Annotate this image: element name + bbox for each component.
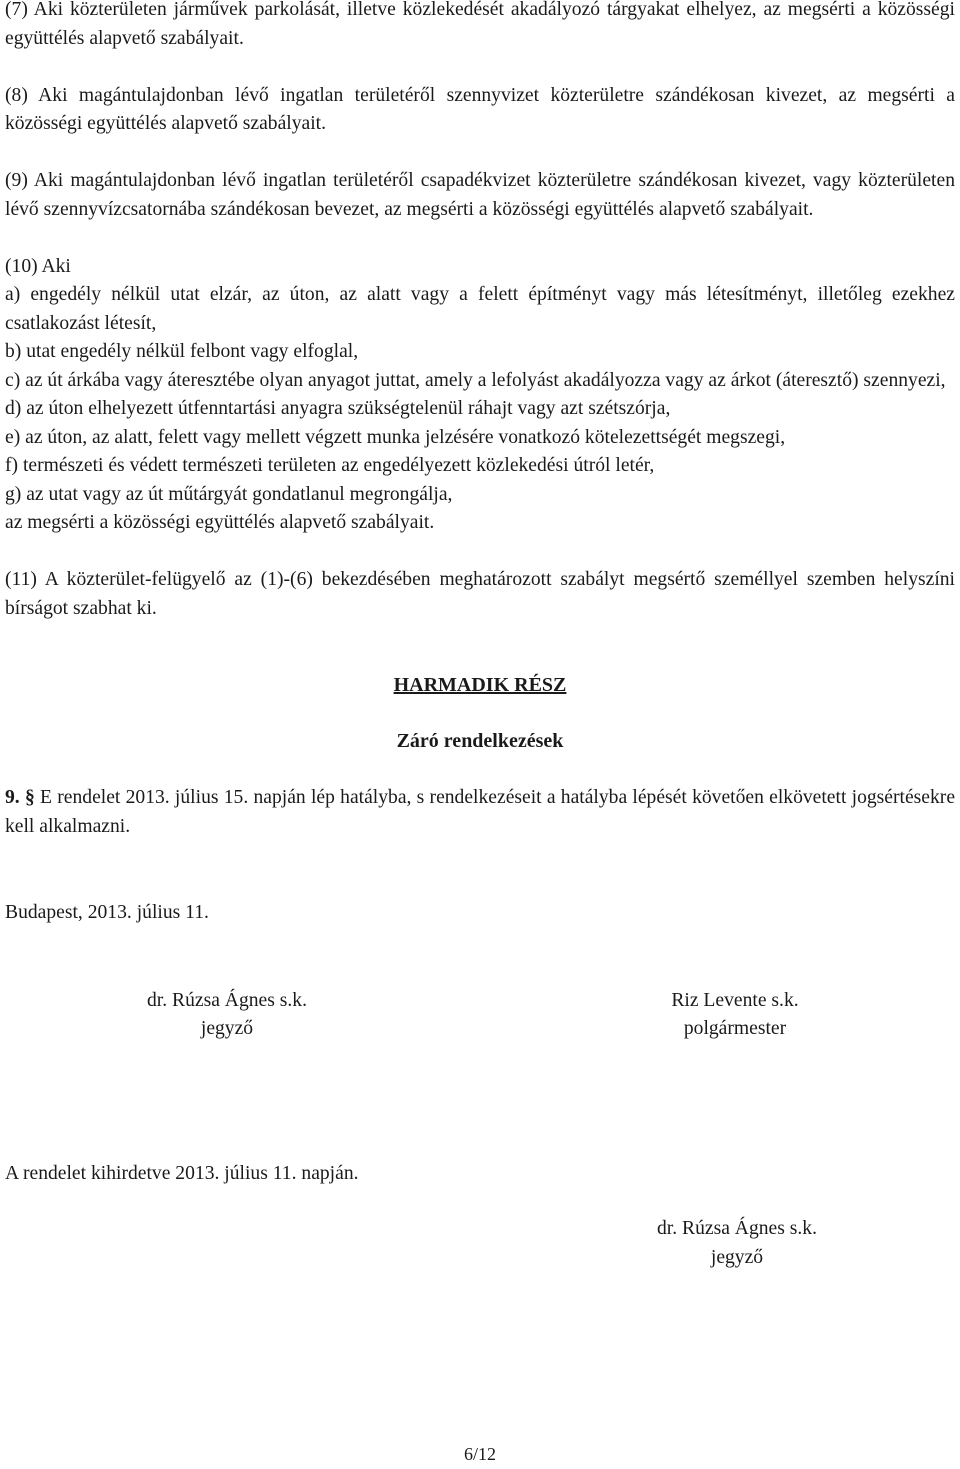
paragraph-10-item-f: f) természeti és védett természeti területen az engedélyezett közlekedési útról letér, — [5, 455, 655, 476]
bottom-signature-title: jegyző — [710, 1246, 764, 1268]
paragraph-8: (8) Aki magántulajdonban lévő ingatlan területéről szennyvizet közterületre szándékosan kivezet, az megsérti a közösségi együttélés alapvető szabályait. — [5, 84, 955, 134]
paragraph-10-item-d: d) az úton elhelyezett útfenntartási anyagra szükségtelenül ráhajt vagy azt szétszórja, — [5, 398, 671, 419]
signature-row — [5, 987, 955, 1044]
promulgation-note: A rendelet kihirdetve 2013. július 11. napján. — [5, 1162, 359, 1184]
section-9 — [5, 784, 955, 841]
page-number: 6/12 — [463, 1444, 496, 1464]
part-heading: HARMADIK RÉSZ — [393, 674, 567, 696]
signature-left-name: dr. Rúzsa Ágnes s.k. — [146, 989, 307, 1011]
section-9-text: E rendelet 2013. július 15. napján lép hatályba, s rendelkezéseit a hatályba lépését követően elkövetett jogsértésekre kell alkalmazni. — [5, 787, 956, 837]
signature-right-name: Riz Levente s.k. — [671, 989, 799, 1011]
bottom-signature — [607, 1215, 867, 1272]
bottom-signature-name: dr. Rúzsa Ágnes s.k. — [656, 1218, 817, 1239]
part-subheading: Záró rendelkezések — [396, 729, 564, 752]
paragraph-10-intro: (10) Aki — [5, 255, 71, 277]
paragraph-10-item-e: e) az úton, az alatt, felett vagy mellett végzett munka jelzésére vonatkozó kötelezettségét megszegi, — [5, 426, 786, 448]
signature-left — [97, 987, 357, 1044]
place-date: Budapest, 2013. július 11. — [5, 902, 209, 923]
paragraph-10-item-a: a) engedély nélkül utat elzár, az úton, az alatt vagy a felett építményt vagy más létesítményt, illetőleg ezekhez csatlakozást létesít, — [5, 284, 955, 334]
paragraph-11: (11) A közterület-felügyelő az (1)-(6) bekezdésében meghatározott szabályt megsértő személlyel szemben helyszíni bírságot szabhat ki. — [5, 569, 955, 619]
paragraph-10-item-g: g) az utat vagy az út műtárgyát gondatlanul megrongálja, — [5, 483, 453, 505]
section-number: 9. — [5, 787, 20, 808]
document-page — [5, 0, 955, 1272]
paragraph-7: (7) Aki közterületen járművek parkolását, illetve közlekedését akadályozó tárgyakat elhelyez, az megsérti a közösségi együttélés alapvető szabályait. — [5, 0, 955, 49]
section-sign: § — [24, 787, 35, 808]
signature-right-title: polgármester — [683, 1018, 787, 1039]
paragraph-10-closing: az megsérti a közösségi együttélés alapvető szabályait. — [5, 512, 435, 533]
signature-left-title: jegyző — [200, 1018, 254, 1039]
bottom-signature-row — [5, 1215, 955, 1272]
signature-right — [605, 987, 865, 1044]
paragraph-10-item-b: b) utat engedély nélkül felbont vagy elfoglal, — [5, 341, 359, 362]
paragraph-9: (9) Aki magántulajdonban lévő ingatlan területéről csapadékvizet közterületre szándékosan kivezet, vagy közterületen lévő szennyvízcsatornába szándékosan bevezet, az megsérti a közösségi együttélés alapvető szabályait. — [5, 170, 955, 220]
paragraph-10-item-c: c) az út árkába vagy áteresztébe olyan anyagot juttat, amely a lefolyást akadályozza vagy az árkot (áteresztő) szennyezi, — [5, 369, 946, 391]
